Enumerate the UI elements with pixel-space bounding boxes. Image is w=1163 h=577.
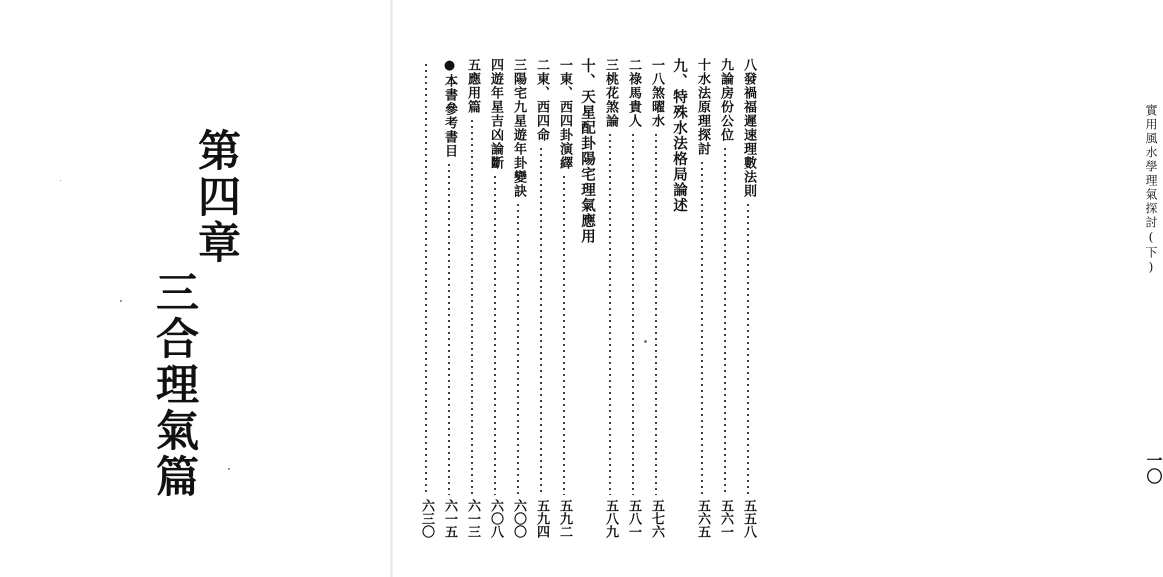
toc-leader-dots <box>563 174 565 495</box>
toc-entry-page: 五九二 <box>557 499 572 538</box>
toc-entry <box>509 58 527 538</box>
toc-entry-label: 三桃花煞論 <box>603 58 618 128</box>
book-spine <box>390 0 393 577</box>
toc-entry-label: 九論房份公位 <box>718 58 733 142</box>
left-page <box>0 0 396 577</box>
toc-entry-page: 五六一 <box>718 499 733 538</box>
toc-entry-page: 五五八 <box>741 499 756 538</box>
toc-entry-page: 六三〇 <box>419 499 434 538</box>
toc-entry-page: 六一三 <box>465 499 480 538</box>
page-number: 一〇 <box>1144 452 1163 484</box>
toc-entry-label: 一八煞曜水 <box>649 58 664 128</box>
toc-entry-page: 五八一 <box>626 499 641 538</box>
toc-entry-label: 十、天星配卦陽宅理氣應用 <box>579 58 596 244</box>
toc-entry-page: 五六五 <box>695 499 710 538</box>
toc-entry <box>440 58 458 538</box>
toc-leader-dots <box>632 132 634 495</box>
toc-entry <box>463 58 481 538</box>
toc-entry-label: 九、特殊水法格局論述 <box>671 58 688 213</box>
toc-entry-label: 二祿馬貴人 <box>626 58 641 128</box>
toc-leader-dots <box>724 146 726 495</box>
toc-entry <box>693 58 711 538</box>
toc-entry-page: 五七六 <box>649 499 664 538</box>
toc-entry <box>647 58 665 538</box>
toc-entry-label: 五應用篇 <box>465 58 480 114</box>
toc-leader-dots <box>655 132 657 495</box>
toc-section-heading <box>578 58 596 538</box>
toc-leader-dots <box>540 146 542 495</box>
toc-entry <box>486 58 504 538</box>
toc-section-heading <box>670 58 688 538</box>
toc-entry-page: 五九四 <box>534 499 549 538</box>
print-speck <box>60 180 61 181</box>
print-speck <box>228 468 230 470</box>
toc-entry <box>417 58 435 538</box>
toc-entry-label: 一東、西四卦演繹 <box>557 58 572 170</box>
toc-entry-label: 十水法原理探討 <box>695 58 710 156</box>
toc-entry-label: 四遊年星吉凶論斷 <box>488 58 503 170</box>
right-page <box>396 0 1163 577</box>
toc-entry <box>532 58 550 538</box>
toc-leader-dots <box>494 174 496 495</box>
toc-entry <box>624 58 642 538</box>
toc-leader-dots <box>747 202 749 495</box>
toc-entry-page: 六〇〇 <box>511 499 526 538</box>
toc-entry <box>601 58 619 538</box>
toc-entry-label: ●本書參考書目 <box>442 58 457 158</box>
toc-entry <box>555 58 573 538</box>
chapter-number: 第四章 <box>191 128 241 266</box>
toc-leader-dots <box>448 162 450 495</box>
toc-entry-page: 六一五 <box>442 499 457 538</box>
toc-leader-dots <box>471 118 473 495</box>
toc-entry <box>716 58 734 538</box>
toc-entry-page: 六〇八 <box>488 499 503 538</box>
toc-entry-page: 五八九 <box>603 499 618 538</box>
toc-leader-dots <box>517 202 519 495</box>
toc-entry-label: 三陽宅九星遊年卦變訣 <box>511 58 526 198</box>
toc-entry <box>739 58 757 538</box>
toc-leader-dots <box>701 160 703 495</box>
toc-leader-dots <box>609 132 611 495</box>
chapter-title: 三合理氣篇 <box>149 270 199 500</box>
running-title: 實用風水學理氣探討(下) <box>1144 104 1158 276</box>
toc-entry-label: 二東、西四命 <box>534 58 549 142</box>
print-speck <box>120 300 122 302</box>
toc-leader-dots <box>425 62 427 495</box>
toc-entry-label: 八發禍福遲速理數法則 <box>741 58 756 198</box>
print-speck <box>644 340 647 343</box>
